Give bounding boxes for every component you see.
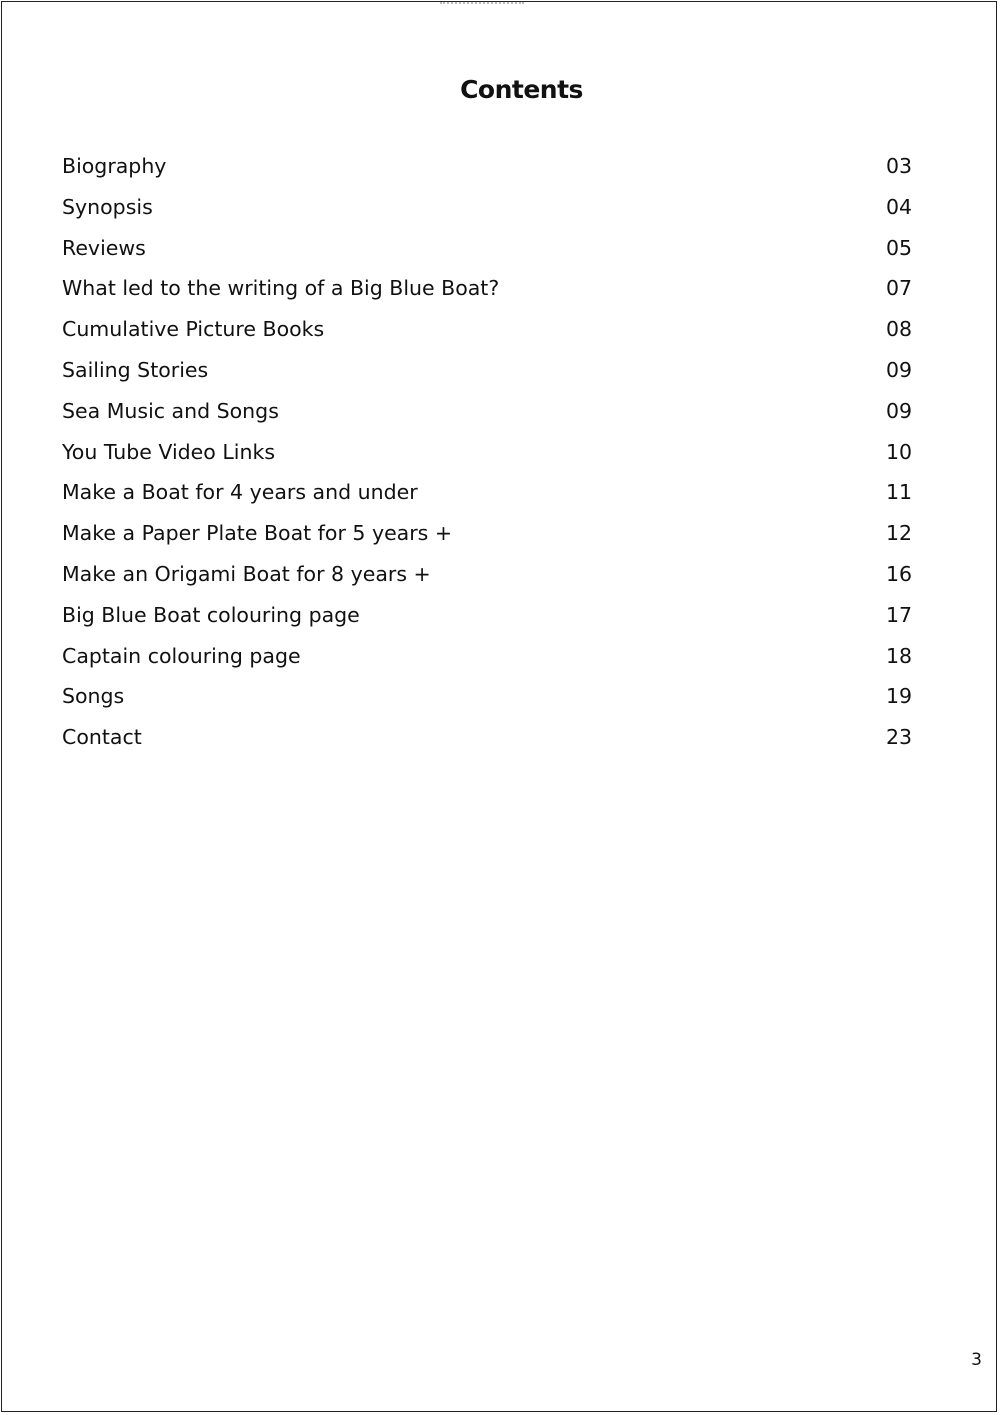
toc-entry-sailing-stories — [62, 350, 914, 391]
table-of-contents — [62, 146, 914, 758]
toc-entry-make-a-boat — [62, 472, 914, 513]
toc-entry-page-number: 23 — [886, 725, 913, 750]
top-edge-mark — [440, 0, 524, 4]
toc-entry-title: Make a Paper Plate Boat for 5 years + — [62, 521, 453, 546]
toc-entry-title: Sea Music and Songs — [62, 398, 279, 423]
toc-entry-page-number: 04 — [886, 194, 913, 219]
toc-entry-page-number: 12 — [886, 521, 913, 546]
page-number: 3 — [971, 1350, 982, 1370]
toc-entry-title: Cumulative Picture Books — [62, 317, 325, 342]
toc-entry-title: Songs — [62, 684, 125, 709]
toc-entry-title: You Tube Video Links — [62, 439, 276, 464]
toc-entry-title: Synopsis — [62, 194, 153, 219]
toc-entry-sea-music-and-songs — [62, 391, 914, 432]
toc-entry-big-blue-boat-colouring-page — [62, 595, 914, 636]
toc-entry-captain-colouring-page — [62, 636, 914, 677]
toc-entry-contact — [62, 717, 914, 758]
toc-entry-page-number: 16 — [886, 561, 913, 586]
toc-entry-title: Make a Boat for 4 years and under — [62, 480, 418, 505]
toc-entry-page-number: 19 — [886, 684, 913, 709]
toc-entry-title: Big Blue Boat colouring page — [62, 602, 360, 627]
toc-entry-page-number: 17 — [886, 602, 913, 627]
toc-entry-synopsis — [62, 187, 914, 228]
toc-entry-reviews — [62, 228, 914, 269]
toc-entry-title: Captain colouring page — [62, 643, 301, 668]
toc-entry-writing-background — [62, 268, 914, 309]
toc-entry-title: Make an Origami Boat for 8 years + — [62, 561, 431, 586]
contents-title: Contents — [460, 74, 583, 104]
toc-entry-you-tube-video-links — [62, 432, 914, 473]
toc-entry-page-number: 10 — [886, 439, 913, 464]
toc-entry-page-number: 18 — [886, 643, 913, 668]
toc-entry-page-number: 08 — [886, 317, 913, 342]
toc-entry-page-number: 05 — [886, 235, 913, 260]
toc-entry-title: Reviews — [62, 235, 146, 260]
toc-entry-page-number: 11 — [886, 480, 913, 505]
toc-entry-page-number: 07 — [886, 276, 913, 301]
toc-entry-paper-plate-boat — [62, 513, 914, 554]
toc-entry-origami-boat — [62, 554, 914, 595]
toc-entry-biography — [62, 146, 914, 187]
toc-entry-page-number: 09 — [886, 398, 913, 423]
toc-entry-page-number: 03 — [886, 154, 913, 178]
toc-entry-title: Contact — [62, 725, 142, 750]
toc-entry-page-number: 09 — [886, 357, 913, 382]
toc-entry-title: Biography — [62, 154, 167, 178]
toc-entry-songs — [62, 676, 914, 717]
toc-entry-title: Sailing Stories — [62, 357, 209, 382]
toc-entry-title: What led to the writing of a Big Blue Boat? — [62, 276, 500, 301]
toc-entry-cumulative-picture-books — [62, 309, 914, 350]
